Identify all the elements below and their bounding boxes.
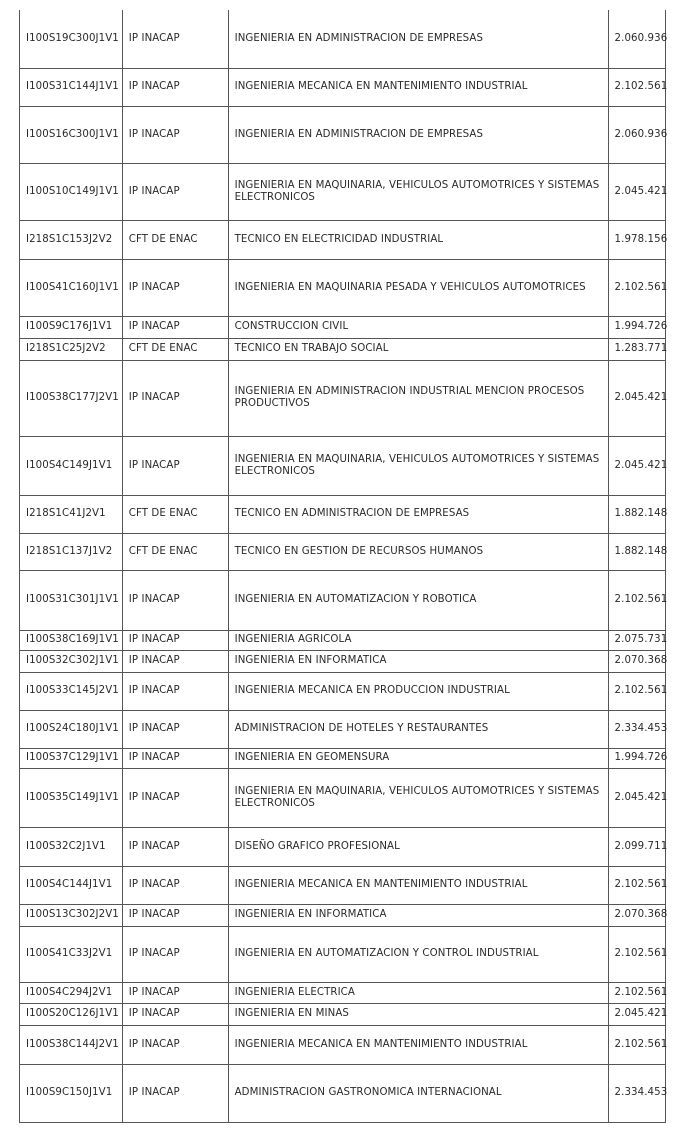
institution-name-cell: IP INACAP — [122, 106, 228, 163]
table-row — [20, 827, 666, 866]
program-name-cell: INGENIERIA EN MAQUINARIA, VEHICULOS AUTOMOTRICES Y SISTEMAS ELECTRONICOS — [228, 436, 608, 495]
program-name-cell: INGENIERIA EN MAQUINARIA, VEHICULOS AUTOMOTRICES Y SISTEMAS ELECTRONICOS — [228, 768, 608, 827]
amount-cell: 2.070.368 — [608, 650, 665, 672]
institution-name-cell: CFT DE ENAC — [122, 220, 228, 259]
table-row — [20, 1064, 666, 1122]
program-code-cell: I100S32C2J1V1 — [20, 827, 123, 866]
program-name-cell: INGENIERIA EN MINAS — [228, 1003, 608, 1025]
table-row — [20, 1003, 666, 1025]
program-code-cell: I100S32C302J1V1 — [20, 650, 123, 672]
institution-name-cell: IP INACAP — [122, 360, 228, 436]
program-code-cell: I100S41C33J2V1 — [20, 926, 123, 982]
program-code-cell: I100S4C149J1V1 — [20, 436, 123, 495]
program-name-cell: INGENIERIA EN ADMINISTRACION INDUSTRIAL MENCION PROCESOS PRODUCTIVOS — [228, 360, 608, 436]
institution-name-cell: IP INACAP — [122, 570, 228, 630]
institution-name-cell: IP INACAP — [122, 1025, 228, 1064]
institution-name-cell: IP INACAP — [122, 827, 228, 866]
table-row — [20, 630, 666, 650]
amount-cell: 2.060.936 — [608, 10, 665, 68]
amount-cell: 2.045.421 — [608, 360, 665, 436]
program-name-cell: TECNICO EN TRABAJO SOCIAL — [228, 338, 608, 360]
amount-cell: 2.102.561 — [608, 68, 665, 106]
program-name-cell: INGENIERIA EN MAQUINARIA PESADA Y VEHICULOS AUTOMOTRICES — [228, 259, 608, 316]
program-code-cell: I218S1C137J1V2 — [20, 533, 123, 570]
table-row — [20, 163, 666, 220]
program-code-cell: I100S38C177J2V1 — [20, 360, 123, 436]
program-name-cell: TECNICO EN GESTION DE RECURSOS HUMANOS — [228, 533, 608, 570]
program-code-cell: I218S1C25J2V2 — [20, 338, 123, 360]
program-name-cell: INGENIERIA EN INFORMATICA — [228, 904, 608, 926]
table-row — [20, 866, 666, 904]
amount-cell: 2.045.421 — [608, 1003, 665, 1025]
institution-name-cell: IP INACAP — [122, 259, 228, 316]
amount-cell: 1.882.148 — [608, 495, 665, 533]
table-row — [20, 533, 666, 570]
amount-cell: 1.994.726 — [608, 316, 665, 338]
table-row — [20, 672, 666, 710]
amount-cell: 1.882.148 — [608, 533, 665, 570]
program-name-cell: INGENIERIA EN GEOMENSURA — [228, 748, 608, 768]
institution-name-cell: IP INACAP — [122, 672, 228, 710]
program-name-cell: INGENIERIA EN MAQUINARIA, VEHICULOS AUTOMOTRICES Y SISTEMAS ELECTRONICOS — [228, 163, 608, 220]
program-code-cell: I100S9C176J1V1 — [20, 316, 123, 338]
program-code-cell: I100S4C294J2V1 — [20, 982, 123, 1003]
program-name-cell: INGENIERIA MECANICA EN MANTENIMIENTO INDUSTRIAL — [228, 1025, 608, 1064]
table-row — [20, 495, 666, 533]
institution-name-cell: IP INACAP — [122, 768, 228, 827]
program-name-cell: ADMINISTRACION GASTRONOMICA INTERNACIONAL — [228, 1064, 608, 1122]
table-row — [20, 926, 666, 982]
institution-name-cell: CFT DE ENAC — [122, 338, 228, 360]
institution-name-cell: IP INACAP — [122, 748, 228, 768]
program-code-cell: I100S38C144J2V1 — [20, 1025, 123, 1064]
amount-cell: 1.994.726 — [608, 748, 665, 768]
program-code-cell: I100S24C180J1V1 — [20, 710, 123, 748]
table-row — [20, 436, 666, 495]
amount-cell: 2.045.421 — [608, 768, 665, 827]
program-name-cell: INGENIERIA EN AUTOMATIZACION Y ROBOTICA — [228, 570, 608, 630]
institution-name-cell: IP INACAP — [122, 866, 228, 904]
table-row — [20, 1025, 666, 1064]
institution-name-cell: IP INACAP — [122, 926, 228, 982]
amount-cell: 2.102.561 — [608, 866, 665, 904]
institution-name-cell: IP INACAP — [122, 163, 228, 220]
amount-cell: 2.099.711 — [608, 827, 665, 866]
program-name-cell: INGENIERIA EN ADMINISTRACION DE EMPRESAS — [228, 106, 608, 163]
table-row — [20, 259, 666, 316]
institution-name-cell: IP INACAP — [122, 904, 228, 926]
table-row — [20, 68, 666, 106]
table-row — [20, 982, 666, 1003]
program-code-cell: I100S31C301J1V1 — [20, 570, 123, 630]
table-row — [20, 220, 666, 259]
table-row — [20, 650, 666, 672]
institution-name-cell: IP INACAP — [122, 10, 228, 68]
amount-cell: 1.283.771 — [608, 338, 665, 360]
program-code-cell: I100S19C300J1V1 — [20, 10, 123, 68]
amount-cell: 2.045.421 — [608, 163, 665, 220]
table-row — [20, 904, 666, 926]
program-code-cell: I100S35C149J1V1 — [20, 768, 123, 827]
amount-cell: 2.102.561 — [608, 570, 665, 630]
program-name-cell: CONSTRUCCION CIVIL — [228, 316, 608, 338]
program-name-cell: INGENIERIA MECANICA EN PRODUCCION INDUSTRIAL — [228, 672, 608, 710]
program-name-cell: TECNICO EN ELECTRICIDAD INDUSTRIAL — [228, 220, 608, 259]
amount-cell: 2.075.731 — [608, 630, 665, 650]
program-code-cell: I100S9C150J1V1 — [20, 1064, 123, 1122]
table-row — [20, 768, 666, 827]
program-code-cell: I218S1C153J2V2 — [20, 220, 123, 259]
institution-name-cell: IP INACAP — [122, 68, 228, 106]
table-row — [20, 710, 666, 748]
amount-cell: 1.978.156 — [608, 220, 665, 259]
table-row — [20, 10, 666, 68]
institution-name-cell: IP INACAP — [122, 982, 228, 1003]
program-code-cell: I100S37C129J1V1 — [20, 748, 123, 768]
amount-cell: 2.070.368 — [608, 904, 665, 926]
institution-name-cell: IP INACAP — [122, 316, 228, 338]
program-code-cell: I100S41C160J1V1 — [20, 259, 123, 316]
institution-name-cell: IP INACAP — [122, 710, 228, 748]
institution-name-cell: IP INACAP — [122, 1064, 228, 1122]
program-name-cell: INGENIERIA MECANICA EN MANTENIMIENTO INDUSTRIAL — [228, 68, 608, 106]
amount-cell: 2.102.561 — [608, 672, 665, 710]
program-name-cell: DISEÑO GRAFICO PROFESIONAL — [228, 827, 608, 866]
amount-cell: 2.334.453 — [608, 1064, 665, 1122]
table-row — [20, 360, 666, 436]
amount-cell: 2.102.561 — [608, 259, 665, 316]
program-name-cell: INGENIERIA EN AUTOMATIZACION Y CONTROL INDUSTRIAL — [228, 926, 608, 982]
program-code-cell: I100S4C144J1V1 — [20, 866, 123, 904]
program-name-cell: INGENIERIA AGRICOLA — [228, 630, 608, 650]
institution-name-cell: IP INACAP — [122, 436, 228, 495]
program-name-cell: ADMINISTRACION DE HOTELES Y RESTAURANTES — [228, 710, 608, 748]
table-row — [20, 748, 666, 768]
table-row — [20, 570, 666, 630]
program-code-cell: I100S33C145J2V1 — [20, 672, 123, 710]
institution-name-cell: IP INACAP — [122, 630, 228, 650]
institution-name-cell: CFT DE ENAC — [122, 533, 228, 570]
program-code-cell: I100S10C149J1V1 — [20, 163, 123, 220]
amount-cell: 2.060.936 — [608, 106, 665, 163]
table-row — [20, 316, 666, 338]
institution-name-cell: IP INACAP — [122, 1003, 228, 1025]
institution-name-cell: CFT DE ENAC — [122, 495, 228, 533]
amount-cell: 2.045.421 — [608, 436, 665, 495]
program-code-cell: I100S13C302J2V1 — [20, 904, 123, 926]
amount-cell: 2.102.561 — [608, 1025, 665, 1064]
program-code-cell: I218S1C41J2V1 — [20, 495, 123, 533]
program-name-cell: INGENIERIA EN INFORMATICA — [228, 650, 608, 672]
program-code-cell: I100S31C144J1V1 — [20, 68, 123, 106]
amount-cell: 2.102.561 — [608, 982, 665, 1003]
table-row — [20, 338, 666, 360]
program-name-cell: INGENIERIA EN ADMINISTRACION DE EMPRESAS — [228, 10, 608, 68]
program-name-cell: INGENIERIA MECANICA EN MANTENIMIENTO INDUSTRIAL — [228, 866, 608, 904]
program-code-cell: I100S16C300J1V1 — [20, 106, 123, 163]
program-name-cell: INGENIERIA ELECTRICA — [228, 982, 608, 1003]
institution-name-cell: IP INACAP — [122, 650, 228, 672]
amount-cell: 2.102.561 — [608, 926, 665, 982]
program-name-cell: TECNICO EN ADMINISTRACION DE EMPRESAS — [228, 495, 608, 533]
table-row — [20, 106, 666, 163]
program-code-cell: I100S38C169J1V1 — [20, 630, 123, 650]
amount-cell: 2.334.453 — [608, 710, 665, 748]
program-code-cell: I100S20C126J1V1 — [20, 1003, 123, 1025]
programs-table — [19, 10, 666, 1123]
